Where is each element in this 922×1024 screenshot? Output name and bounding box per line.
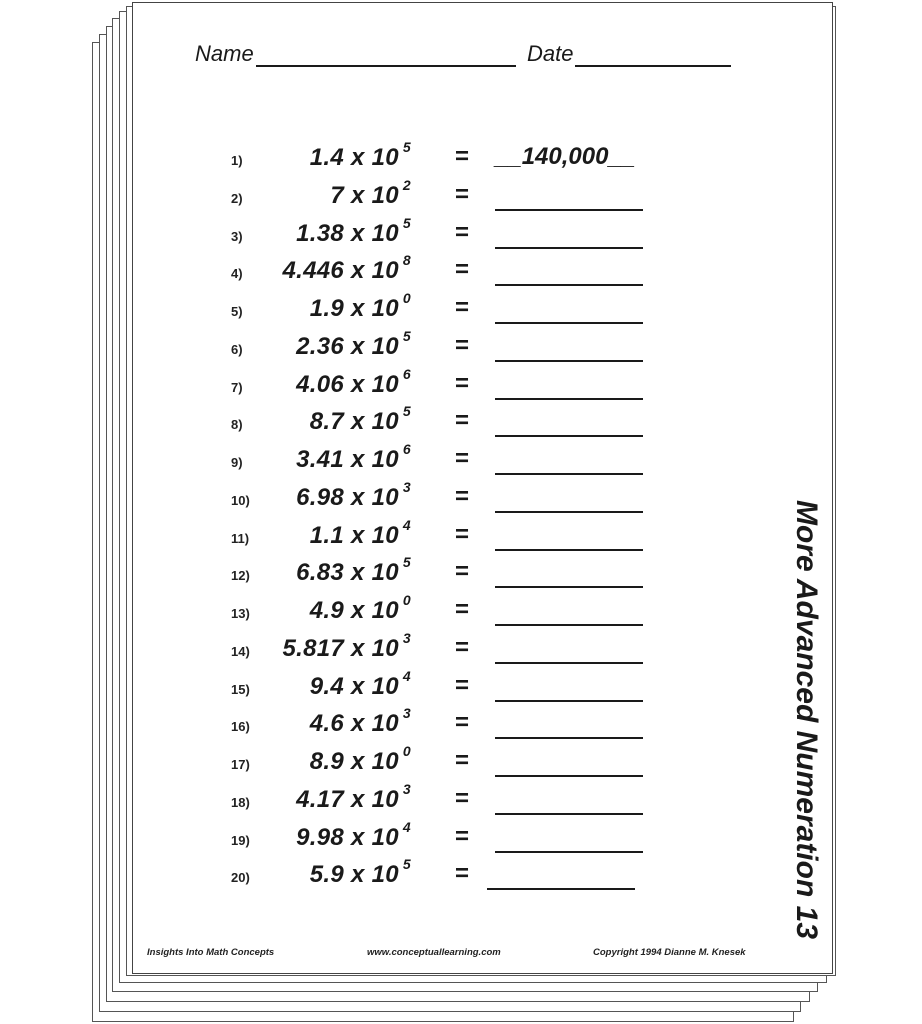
problem-number: 18) [231,794,250,810]
equals-sign: = [455,784,470,812]
exponent: 4 [402,667,411,684]
answer-blank[interactable] [487,860,635,890]
exponent: 5 [402,327,411,344]
problem-row [133,441,834,483]
problem-expression [282,629,411,663]
equals-sign: = [455,218,470,246]
problem-expression [309,856,411,889]
problem-expression [309,592,411,625]
problem-row [133,403,834,445]
problem-expression [296,214,411,248]
problem-row [133,516,834,559]
worksheet-page [132,2,833,974]
equals-sign: = [455,256,470,284]
problem-expression [309,290,411,323]
equals-sign: = [455,294,470,321]
side-title: More Advanced Numeration 13 [790,500,823,939]
date-label: Date [527,41,574,66]
mantissa: 4.446 x 10 [282,257,399,285]
date-field[interactable] [527,41,731,67]
problem-expression [309,516,411,550]
mantissa: 9.4 x 10 [309,672,399,700]
problem-row [133,290,834,332]
mantissa: 8.9 x 10 [309,748,399,775]
footer-right: Copyright 1994 Dianne M. Knesek [593,947,746,958]
exponent: 4 [402,516,411,533]
exponent: 0 [402,290,411,306]
problem-number: 7) [231,379,243,395]
answer-blank[interactable] [495,596,643,626]
answer-blank[interactable] [495,558,643,588]
mantissa: 4.17 x 10 [296,785,399,813]
equals-sign: = [455,482,470,510]
exponent: 6 [402,365,411,382]
problem-row [133,592,834,634]
answer-blank[interactable] [495,370,643,400]
problem-number: 17) [231,757,250,772]
exponent: 5 [402,403,411,420]
problem-row [133,478,834,521]
equals-sign: = [455,520,470,548]
answer-blank[interactable] [495,709,643,739]
equals-sign: = [455,709,470,737]
equals-sign: = [455,671,470,699]
equals-sign: = [455,331,470,359]
problem-number: 12) [231,568,250,584]
problem-number: 9) [231,455,243,470]
exponent: 8 [402,252,411,269]
problem-number: 6) [231,341,243,357]
problem-row [133,856,834,898]
exponent: 5 [402,856,411,873]
problem-number: 10) [231,492,250,508]
mantissa: 5.9 x 10 [309,861,399,889]
date-line[interactable] [575,43,731,67]
footer-center: www.conceptuallearning.com [367,947,501,958]
problem-row [133,176,834,219]
exponent: 3 [402,478,411,495]
problem-row [133,743,834,785]
name-line[interactable] [256,43,516,67]
exponent: 3 [402,705,411,722]
equals-sign: = [455,558,470,586]
problem-expression [296,478,411,512]
equals-sign: = [455,445,470,472]
equals-sign: = [455,407,470,435]
answer-blank[interactable] [495,219,643,249]
problem-expression [296,818,411,852]
answer-blank[interactable] [495,332,643,362]
answer-blank[interactable] [495,823,643,853]
problem-row [133,139,834,181]
problem-row [133,365,834,408]
problem-number: 5) [231,304,243,319]
mantissa: 4.6 x 10 [309,710,399,738]
problem-row [133,818,834,861]
footer-left: Insights Into Math Concepts [147,947,275,958]
exponent: 6 [402,441,411,457]
exponent: 5 [402,214,411,231]
name-label: Name [195,41,254,66]
exponent: 3 [402,780,411,797]
equals-sign: = [455,596,470,623]
answer-blank[interactable] [495,785,643,815]
equals-sign: = [455,822,470,850]
answer-blank[interactable] [495,181,643,211]
problem-expression [309,705,411,738]
exponent: 5 [402,554,411,571]
mantissa: 3.41 x 10 [296,446,399,473]
exponent: 5 [402,139,411,155]
equals-sign: = [455,860,470,888]
answer-blank[interactable] [495,747,643,777]
problem-expression [296,554,411,587]
problem-expression [330,176,411,210]
problem-row [133,214,834,257]
answer-blank[interactable] [495,407,643,437]
mantissa: 9.98 x 10 [296,823,399,851]
problem-number: 16) [231,719,250,735]
problem-row [133,705,834,747]
answer-blank[interactable]: __140,000__ [495,143,636,170]
problem-number: 2) [231,190,243,206]
answer-blank[interactable] [495,634,643,664]
problem-expression [309,139,411,172]
mantissa: 6.83 x 10 [296,559,399,587]
problem-number: 13) [231,606,250,621]
name-field[interactable] [195,41,516,67]
mantissa: 6.98 x 10 [296,483,399,511]
problem-expression [282,252,411,285]
equals-sign: = [455,180,470,208]
answer-blank[interactable] [495,483,643,513]
exponent: 2 [402,176,411,193]
answer-blank[interactable] [495,521,643,551]
mantissa: 1.1 x 10 [309,521,399,549]
equals-sign: = [455,747,470,774]
problem-expression [309,403,411,436]
problem-number: 8) [231,417,243,433]
mantissa: 1.9 x 10 [309,295,399,322]
equals-sign: = [455,369,470,397]
answer-blank[interactable] [495,672,643,702]
exponent: 4 [402,818,411,835]
problem-number: 4) [231,266,243,282]
problem-expression [309,667,411,701]
problem-row [133,327,834,370]
exponent: 0 [402,743,411,759]
problem-number: 19) [231,832,250,848]
mantissa: 8.7 x 10 [309,408,399,436]
problem-expression [296,327,411,361]
answer-blank[interactable] [495,256,643,286]
problem-number: 3) [231,228,243,244]
problem-number: 20) [231,870,250,886]
problem-expression [309,743,411,776]
problem-row [133,629,834,672]
problem-number: 1) [231,153,243,168]
mantissa: 4.06 x 10 [296,370,399,398]
problem-row [133,554,834,596]
mantissa: 4.9 x 10 [309,597,399,624]
mantissa: 7 x 10 [330,181,399,209]
mantissa: 1.38 x 10 [296,219,399,247]
problem-expression [296,441,411,474]
equals-sign: = [455,143,470,170]
problem-number: 15) [231,681,250,697]
problem-row [133,667,834,710]
problem-number: 14) [231,643,250,659]
exponent: 3 [402,629,411,646]
exponent: 0 [402,592,411,608]
problem-expression [296,780,411,814]
equals-sign: = [455,633,470,661]
answer-blank[interactable] [495,294,643,324]
mantissa: 2.36 x 10 [296,332,399,360]
problem-row [133,780,834,823]
answer-blank[interactable] [495,445,643,475]
mantissa: 1.4 x 10 [309,144,399,171]
problem-row [133,252,834,294]
mantissa: 5.817 x 10 [282,634,399,662]
problem-expression [296,365,411,399]
problem-number: 11) [231,530,250,546]
